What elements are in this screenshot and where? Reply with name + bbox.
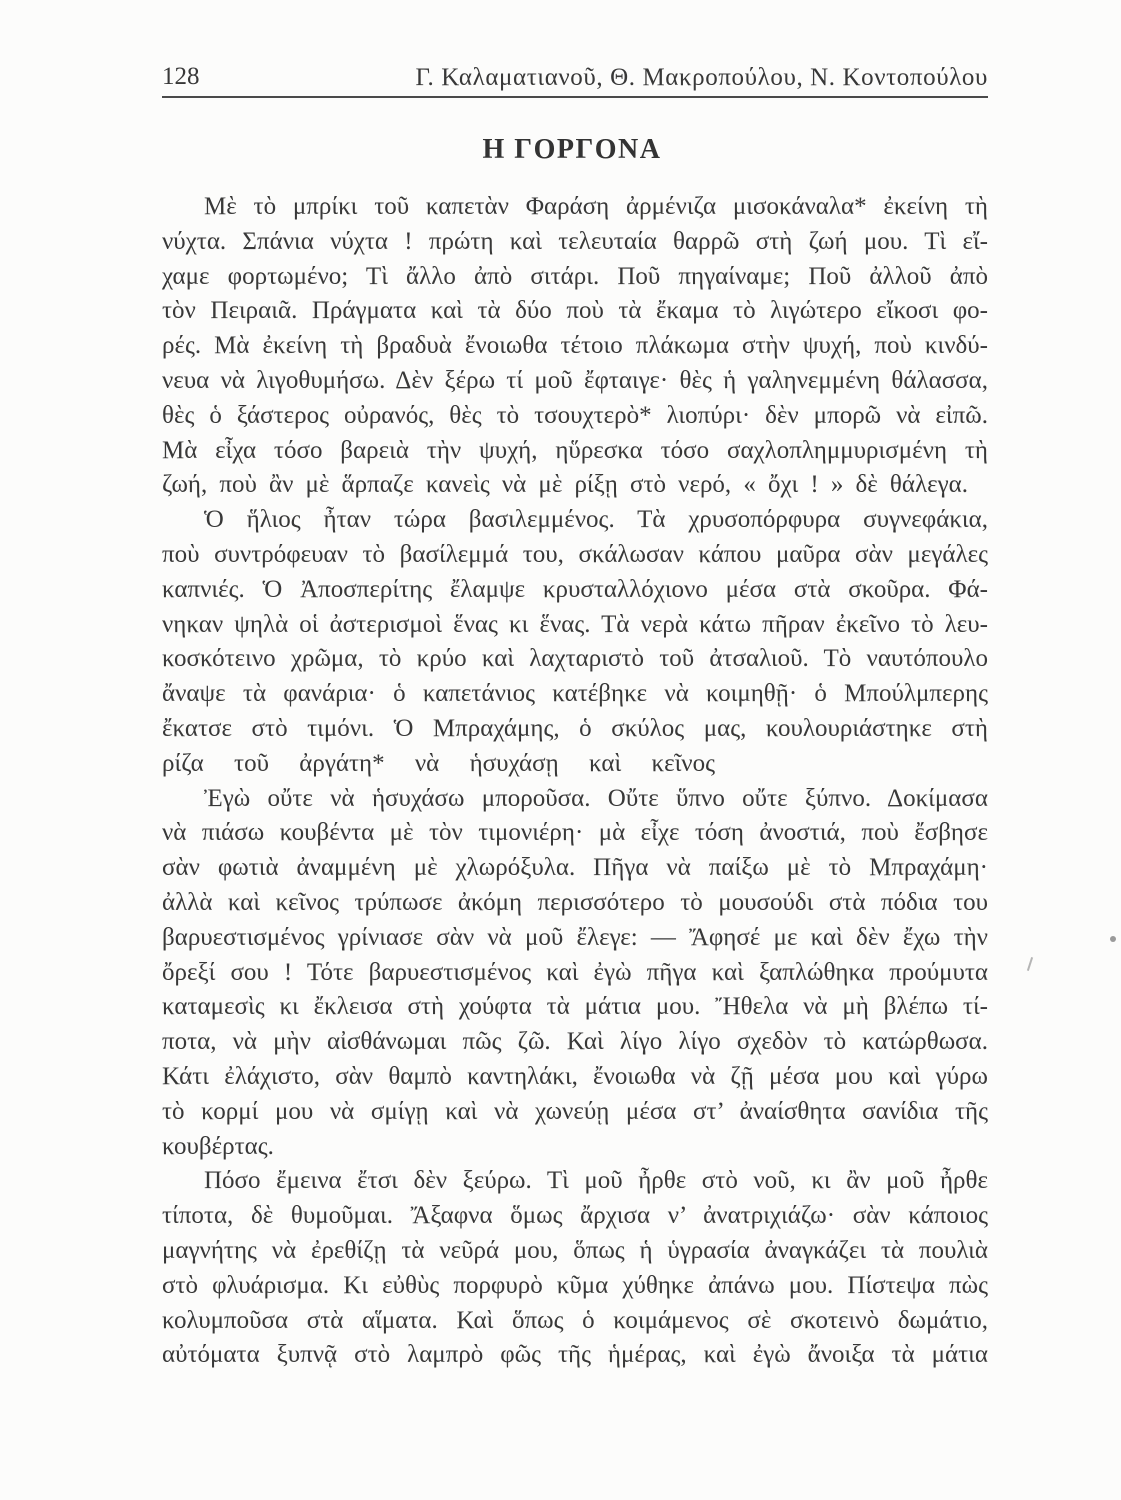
text-line: τὸν Πειραιᾶ. Πράγματα καὶ τὰ δύο ποὺ τὰ ἔκαμα τὸ λιγώτερο εἴκοσι φο- [162, 297, 988, 325]
text-line: Μὰ εἶχα τόσο βαρειὰ τὴν ψυχή, ηὕρεσκα τόσο σαχλοπλημμυρισμένη τὴ [162, 436, 988, 464]
text-line: ποὺ συντρόφευαν τὸ βασίλεμμά του, σκάλωσαν κάπου μαῦρα σὰν μεγάλες [162, 540, 988, 568]
running-head-authors: Γ. Καλαματιανοῦ, Θ. Μακροπούλου, Ν. Κοντοπούλου [415, 64, 988, 91]
header-rule [162, 96, 988, 98]
paragraph [162, 503, 988, 781]
text-line: ἔκατσε στὸ τιμόνι. Ὁ Μπραχάμης, ὁ σκύλος μας, κουλουριάστηκε στὴ [162, 714, 988, 742]
chapter-title: Η ΓΟΡΓΟΝΑ [482, 134, 662, 165]
text-line: νευα νὰ λιγοθυμήσω. Δὲν ξέρω τί μοῦ ἔφταιγε· θὲς ἡ γαληνεμμένη θάλασσα, [162, 366, 988, 394]
text-line: νὰ πιάσω κουβέντα μὲ τὸν τιμονιέρη· μὰ εἶχε τόση ἀνοστιά, ποὺ ἔσβησε [162, 819, 988, 847]
text-line: κολυμποῦσα στὰ αἵματα. Καὶ ὅπως ὁ κοιμάμενος σὲ σκοτεινὸ δωμάτιο, [162, 1306, 988, 1334]
text-line: ποτα, νὰ μὴν αἰσθάνωμαι πῶς ζῶ. Καὶ λίγο λίγο σχεδὸν τὸ κατώρθωσα. [162, 1028, 988, 1056]
scan-speck [1110, 936, 1116, 942]
text-line: τίποτα, δὲ θυμοῦμαι. Ἄξαφνα ὅμως ἄρχισα ν’ ἀνατριχιάζω· σὰν κάποιος [162, 1202, 988, 1230]
text-line: αὐτόματα ξυπνᾷ στὸ λαμπρὸ φῶς τῆς ἡμέρας, καὶ ἐγὼ ἄνοιξα τὰ μάτια [162, 1341, 988, 1369]
text-line: ζωή, ποὺ ἂν μὲ ἅρπαζε κανεὶς νὰ μὲ ρίξῃ στὸ νερό, « ὄχι ! » δὲ θάλεγα. [162, 471, 968, 499]
text-line: καταμεσὶς κι ἔκλεισα στὴ χούφτα τὰ μάτια μου. Ἤθελα νὰ μὴ βλέπω τί- [162, 993, 988, 1021]
text-line: Ἐγὼ οὔτε νὰ ἡσυχάσω μποροῦσα. Οὔτε ὕπνο οὔτε ξύπνο. Δοκίμασα [204, 784, 988, 812]
page-number: 128 [162, 63, 200, 90]
text-line: ὄρεξί σου ! Τότε βαρυεστισμένος καὶ ἐγὼ πῆγα καὶ ξαπλώθηκα προύμυτα [162, 958, 988, 986]
text-line: μαγνήτης νὰ ἐρεθίζῃ τὰ νεῦρά μου, ὅπως ἡ ὑγρασία ἀναγκάζει τὰ πουλιὰ [162, 1236, 988, 1264]
text-line: κοσκότεινο χρῶμα, τὸ κρύο καὶ λαχταριστὸ τοῦ ἀτσαλιοῦ. Τὸ ναυτόπουλο [162, 645, 988, 673]
text-line: σὰν φωτιὰ ἀναμμένη μὲ χλωρόξυλα. Πῆγα νὰ παίξω μὲ τὸ Μπραχάμη· [162, 854, 988, 882]
text-line: κουβέρτας. [162, 1132, 274, 1160]
paragraph [162, 782, 988, 1165]
scan-speck [1027, 957, 1033, 971]
text-line: τὸ κορμί μου νὰ σμίγῃ καὶ νὰ χωνεύῃ μέσα στ’ ἀναίσθητα σανίδια τῆς [162, 1097, 988, 1125]
paragraph [162, 190, 988, 503]
text-line: Μὲ τὸ μπρίκι τοῦ καπετὰν Φαράση ἀρμένιζα μισοκάναλα* ἐκείνη τὴ [204, 193, 988, 220]
text-line: ἀλλὰ καὶ κεῖνος τρύπωσε ἀκόμη περισσότερο τὸ μουσούδι στὰ πόδια του [162, 888, 988, 916]
text-line: στὸ φλυάρισμα. Κι εὐθὺς πορφυρὸ κῦμα χύθηκε ἀπάνω μου. Πίστεψα πὼς [162, 1271, 988, 1299]
text-line: χαμε φορτωμένο; Τὶ ἄλλο ἀπὸ σιτάρι. Ποῦ πηγαίναμε; Ποῦ ἀλλοῦ ἀπὸ [162, 262, 988, 290]
text-line: νύχτα. Σπάνια νύχτα ! πρώτη καὶ τελευταία θαρρῶ στὴ ζωή μου. Τὶ εἴ- [162, 227, 988, 255]
text-line: καπνιές. Ὁ Ἀποσπερίτης ἔλαμψε κρυσταλλόχιονο μέσα στὰ σκοῦρα. Φά- [162, 575, 988, 603]
text-line: ρίζα τοῦ ἀργάτη* νὰ ἡσυχάσῃ καὶ κεῖνος [162, 749, 715, 777]
paragraph [162, 1164, 988, 1373]
story-text [162, 190, 988, 1373]
text-line: ἄναψε τὰ φανάρια· ὁ καπετάνιος κατέβηκε νὰ κοιμηθῇ· ὁ Μπούλμπερης [162, 680, 988, 708]
text-line: νηκαν ψηλὰ οἱ ἀστερισμοὶ ἕνας κι ἕνας. Τὰ νερὰ κάτω πῆραν ἐκεῖνο τὸ λευ- [162, 610, 988, 638]
text-line: θὲς ὁ ξάστερος οὐρανός, θὲς τὸ τσουχτερὸ* λιοπύρι· δὲν μπορῶ νὰ εἰπῶ. [162, 401, 988, 429]
text-line: Κάτι ἐλάχιστο, σὰν θαμπὸ καντηλάκι, ἔνοιωθα νὰ ζῇ μέσα μου καὶ γύρω [162, 1062, 988, 1090]
text-line: Πόσο ἔμεινα ἔτσι δὲν ξεύρω. Τὶ μοῦ ἦρθε στὸ νοῦ, κι ἂν μοῦ ἦρθε [204, 1167, 988, 1195]
text-line: ρές. Μὰ ἐκείνη τὴ βραδυὰ ἔνοιωθα τέτοιο πλάκωμα στὴν ψυχή, ποὺ κινδύ- [162, 332, 988, 360]
text-line: βαρυεστισμένος γρίνιασε σὰν νὰ μοῦ ἔλεγε: — Ἄφησέ με καὶ δὲν ἔχω τὴν [162, 923, 988, 951]
text-line: Ὁ ἥλιος ἦταν τώρα βασιλεμμένος. Τὰ χρυσοπόρφυρα συγνεφάκια, [204, 506, 988, 534]
